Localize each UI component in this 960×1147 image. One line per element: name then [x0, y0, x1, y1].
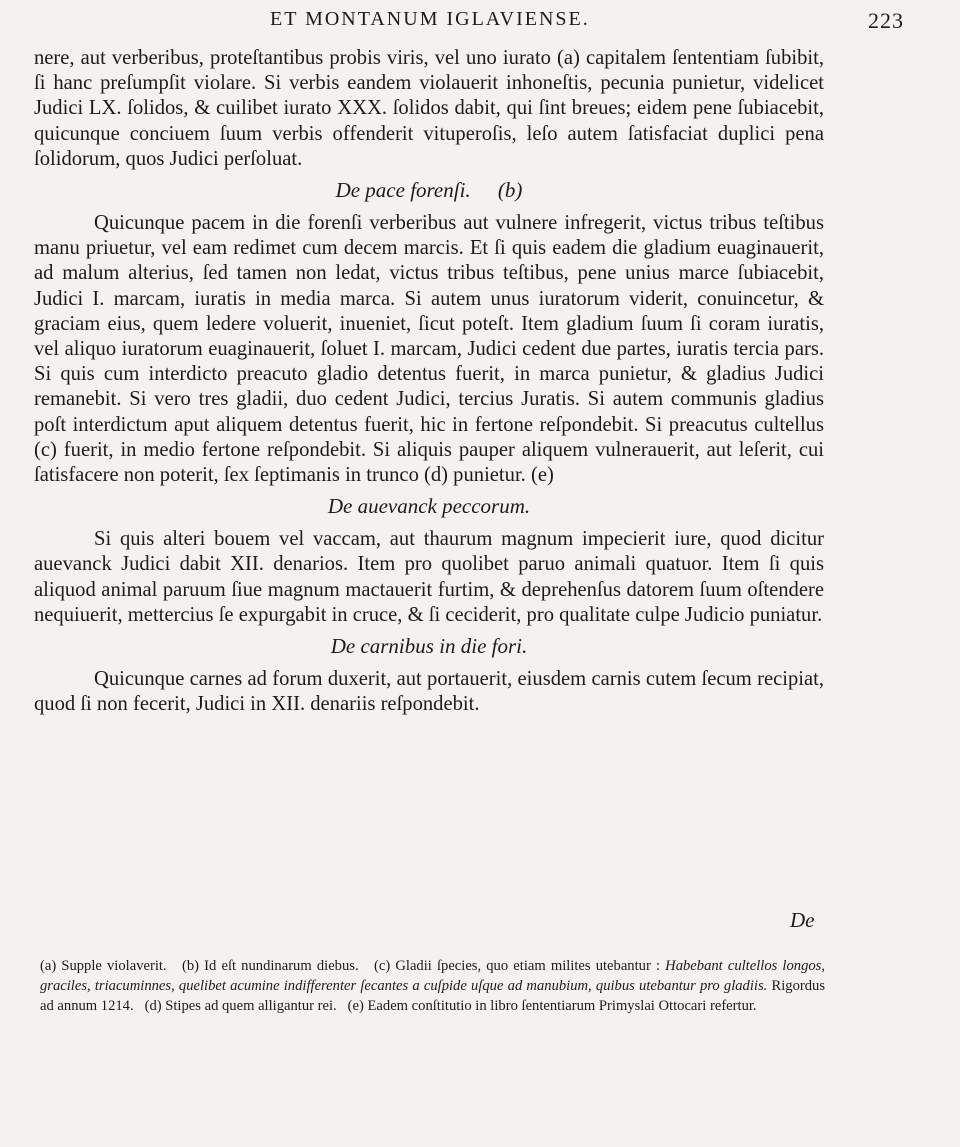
running-head: ET MONTANUM IGLAVIENSE.	[270, 8, 590, 30]
paragraph-de-auevanck: Si quis alteri bouem vel vaccam, aut thaurum magnum impecierit iure, quod dicitur auevanck Judici dabit XII. denarios. Item pro quolibet paruo animali quatuor. Item ſi quis aliquod animal paruum ſiue magnum mactauerit furtim, & deprehenſus datorem ſuum oſtendere nequiuerit, mettercius ſe expurgabit in cruce, & ſi ceciderit, pro qualitate culpe Judicio puniatur.	[34, 528, 824, 626]
footnote-d: (d) Stipes ad quem alligantur rei.	[144, 998, 337, 1014]
section-heading-de-pace-forensi	[34, 172, 824, 211]
catchword: De	[790, 908, 815, 932]
section-heading-de-carnibus: De carnibus in die fori.	[330, 634, 528, 659]
main-text	[34, 46, 824, 717]
footnote-ref-b: (b)	[497, 178, 523, 203]
page-header	[0, 4, 960, 34]
footnote-e: (e) Eadem conſtitutio in libro ſententiarum Primyslai Ottocari refertur.	[347, 998, 757, 1014]
paragraph-de-carnibus: Quicunque carnes ad forum duxerit, aut portauerit, eiusdem carnis cutem ſecum recipiat, quod ſi non fecerit, Judici in XII. denariis reſpondebit.	[34, 668, 824, 716]
paragraph-continuation: nere, aut verberibus, proteſtantibus probis viris, vel uno iurato (a) capitalem ſententiam ſubibit, ſi hanc preſumpſit violare. Si verbis eandem violauerit inhoneſtis, pecunia punietur, videlicet Judici LX. ſolidos, & cuilibet iurato XXX. ſolidos dabit, qui ſint breues; eidem pene ſubiacebit, quicunque conciuem ſuum verbis offenderit vituperoſis, leſo autem ſatisfaciat duplici pena ſolidorum, quos Judici perſoluat.	[34, 47, 824, 170]
footnote-c-source: Rigordus ad annum 1214.	[40, 978, 825, 1014]
page-number: 223	[868, 8, 904, 33]
footnotes	[40, 956, 825, 1016]
section-heading-title: De pace forenſi.	[335, 178, 471, 203]
footnote-a: (a) Supple violaverit.	[40, 958, 167, 974]
footnote-c: (c) Gladii ſpecies, quo etiam milites utebantur :	[374, 958, 661, 974]
footnote-block	[40, 956, 825, 1016]
paragraph-de-pace-forensi: Quicunque pacem in die forenſi verberibus aut vulnere infregerit, victus tribus teſtibus manu priuetur, vel eam redimet cum decem marcis. Et ſi quis eadem die gladium euaginauerit, ad malum alterius, ſed tamen non ledat, victus tribus teſtibus, pene unius marce ſubiacebit, Judici I. marcam, iuratis in media marca. Si autem unus iuratorum viderit, conuincetur, & graciam eius, quem ledere voluerit, inueniet, ſicut poteſt. Item gladium ſuum ſi coram iuratis, vel aliquo iuratorum euaginauerit, ſoluet I. marcam, Judici cedent due partes, iuratis tercia pars. Si quis cum interdicto preacuto gladio detentus fuerit, in marca punietur, & gladius Judici remanebit. Si vero tres gladii, duo cedent Judici, tercius Juratis. Si autem communis gladius poſt interdictum aput aliquem detentus fuerit, hic in fertone reſpondebit. Si preacutus cultellus (c) fuerit, in medio fertone reſpondebit. Si aliquis pauper aliquem vulnerauerit, aut leſerit, cui ſatisfacere non poterit, ſex ſeptimanis in trunco (d) punietur. (e)	[34, 212, 824, 487]
footnote-b: (b) Id eſt nundinarum diebus.	[182, 958, 359, 974]
section-heading-de-auevanck: De auevanck peccorum.	[327, 494, 531, 519]
footnote-c-quote: Habebant cultellos longos, graciles, triacuminnes, quelibet acumine indifferenter ſecantes a cuſpide uſque ad manubium, quibus utebantur pro gladiis.	[40, 958, 825, 994]
